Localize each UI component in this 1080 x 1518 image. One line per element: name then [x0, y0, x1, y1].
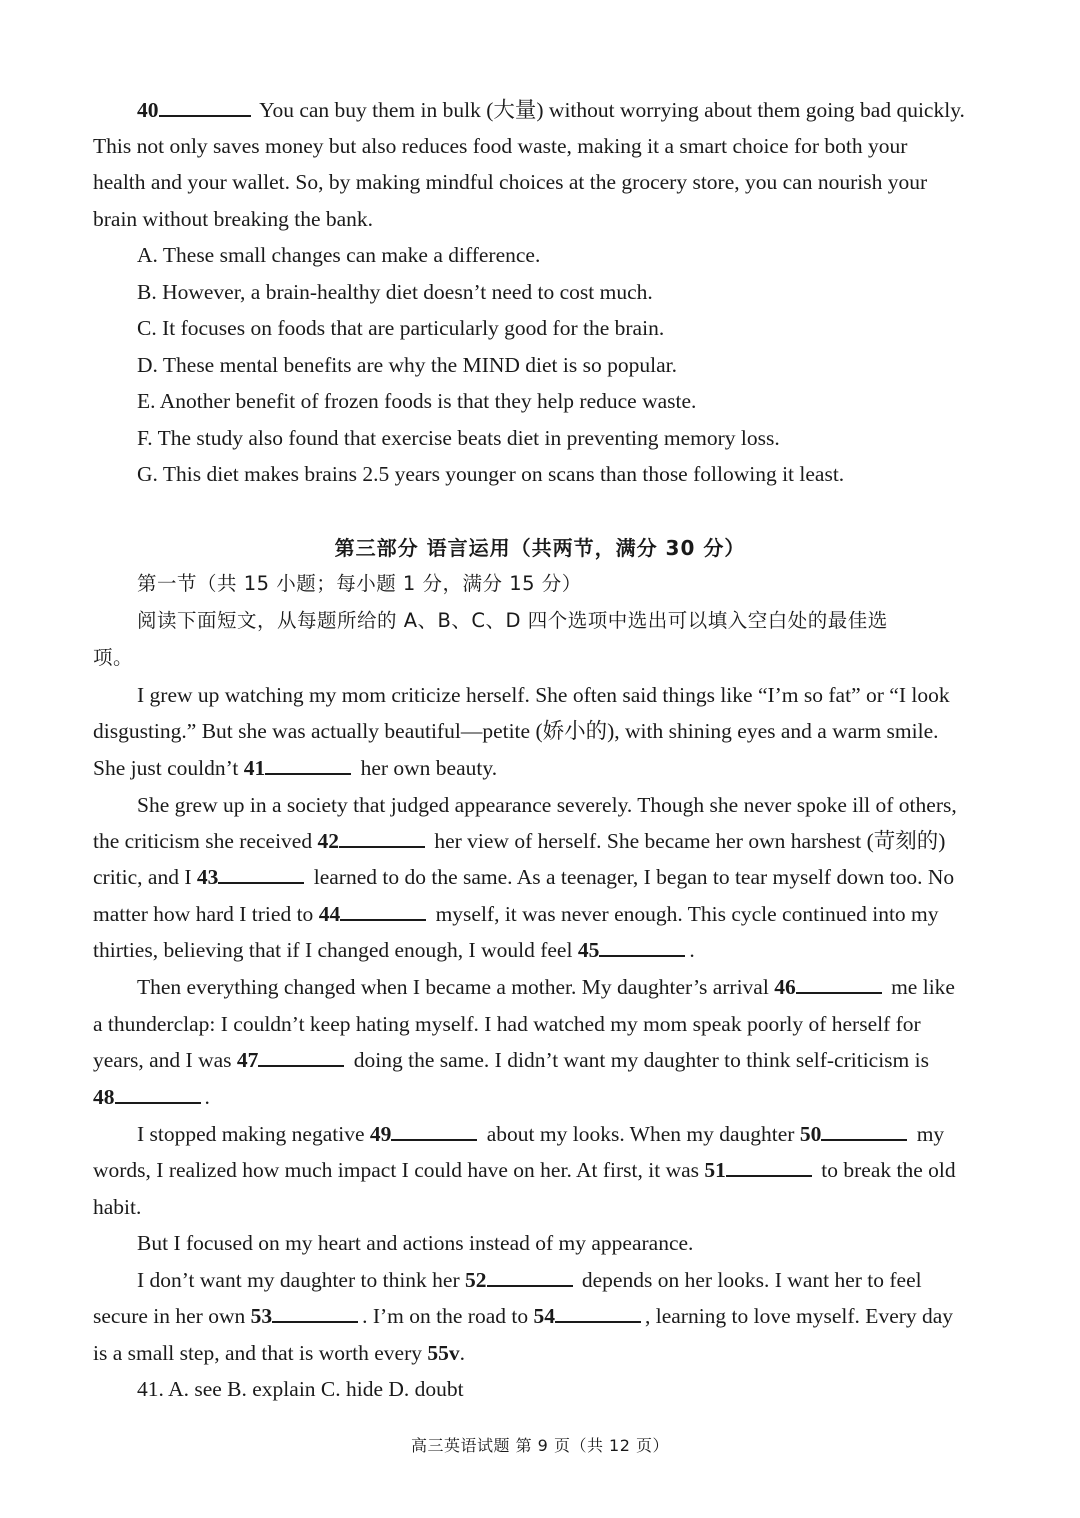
paragraph-line: [93, 862, 973, 892]
answer-blank: [555, 1301, 641, 1323]
question-number: 43: [196, 865, 219, 889]
text-span: .: [459, 1341, 465, 1365]
paragraph-line: [93, 826, 973, 856]
text-span: doing the same. I didn’t want my daughter to think self-criticism is: [353, 1048, 929, 1072]
answer-blank: [340, 899, 426, 921]
paragraph-line: disgusting.” But she was actually beautiful—petite (娇小的), with shining eyes and a warm smile.: [93, 719, 939, 743]
question-number: 52: [465, 1268, 487, 1292]
paragraph-line: habit.: [93, 1195, 142, 1219]
question-number: 47: [236, 1048, 259, 1072]
answer-blank: [796, 972, 882, 994]
text-span: learned to do the same. As a teenager, I began to tear myself down too. No: [313, 865, 955, 889]
paragraph-line: [137, 1265, 1017, 1295]
option-c: C. It focuses on foods that are particularly good for the brain.: [137, 316, 665, 340]
paragraph-line: health and your wallet. So, by making mindful choices at the grocery store, you can nourish your: [93, 170, 928, 194]
answer-blank: [726, 1155, 812, 1177]
text-span: critic, and I: [93, 865, 192, 889]
text-span: . I’m on the road to: [362, 1304, 529, 1328]
text-span: her view of herself. She became her own harshest (苛刻的): [434, 829, 946, 853]
paragraph-line: [93, 1338, 973, 1368]
answer-blank: [391, 1119, 477, 1141]
text-span: my: [916, 1122, 945, 1146]
question-number: 45: [577, 938, 600, 962]
option-e: E. Another benefit of frozen foods is that they help reduce waste.: [137, 389, 697, 413]
paragraph-line: She grew up in a society that judged appearance severely. Though she never spoke ill of others,: [137, 793, 957, 817]
text-span: .: [204, 1085, 210, 1109]
text-span: her own beauty.: [360, 756, 498, 780]
answer-blank: [599, 935, 685, 957]
text-span: I don’t want my daughter to think her: [137, 1268, 460, 1292]
paragraph-line: [137, 972, 1017, 1002]
text-span: secure in her own: [93, 1304, 246, 1328]
question-number: 53: [250, 1304, 273, 1328]
text-span: depends on her looks. I want her to feel: [581, 1268, 922, 1292]
paragraph-line: I grew up watching my mom criticize herself. She often said things like “I’m so fat” or “I look: [137, 683, 950, 707]
answer-blank: [487, 1265, 573, 1287]
option-b: B. However, a brain-healthy diet doesn’t need to cost much.: [137, 280, 653, 304]
question-number: 54: [533, 1304, 555, 1328]
answer-blank: [258, 1045, 344, 1067]
text-span: the criticism she received: [93, 829, 313, 853]
paragraph-line: [93, 1301, 973, 1331]
question-number: 44: [318, 902, 341, 926]
page-footer: 高三英语试题 第 9 页（共 12 页）: [411, 1436, 669, 1455]
text-span: about my looks. When my daughter: [486, 1122, 795, 1146]
paragraph-line: [93, 753, 973, 783]
question-number: 42: [317, 829, 339, 853]
answer-blank: [272, 1301, 358, 1323]
text-span: years, and I was: [93, 1048, 232, 1072]
paragraph-line: [93, 1082, 973, 1112]
question-number: 51: [704, 1158, 726, 1182]
paragraph-line: [137, 1119, 1017, 1149]
instruction-line: 阅读下面短文，从每题所给的 A、B、C、D 四个选项中选出可以填入空白处的最佳选: [137, 609, 888, 632]
text-span: , learning to love myself. Every day: [644, 1304, 954, 1328]
question-number: 41: [243, 756, 266, 780]
option-d: D. These mental benefits are why the MIND diet is so popular.: [137, 353, 677, 377]
question-number: 48: [93, 1085, 115, 1109]
paragraph-line: [93, 899, 973, 929]
question-number: 49: [369, 1122, 392, 1146]
text-span: to break the old: [821, 1158, 956, 1182]
text-span: .: [689, 938, 695, 962]
text-span: me like: [891, 975, 955, 999]
section-subtitle: 第一节（共 15 小题；每小题 1 分，满分 15 分）: [137, 572, 582, 595]
question-41-options: 41. A. see B. explain C. hide D. doubt: [137, 1377, 464, 1401]
paragraph-line: [93, 935, 973, 965]
paragraph-line: But I focused on my heart and actions instead of my appearance.: [137, 1231, 694, 1255]
answer-blank: [265, 753, 351, 775]
text-span: myself, it was never enough. This cycle continued into my: [435, 902, 939, 926]
text-span: matter how hard I tried to: [93, 902, 314, 926]
answer-blank: [821, 1119, 907, 1141]
text-span: Then everything changed when I became a mother. My daughter’s arrival: [137, 975, 769, 999]
question-number: 50: [799, 1122, 822, 1146]
option-g: G. This diet makes brains 2.5 years younger on scans than those following it least.: [137, 462, 845, 486]
question-number: 40: [137, 98, 159, 122]
section-title: 第三部分 语言运用（共两节，满分 30 分）: [334, 536, 746, 560]
question-number: 46: [774, 975, 796, 999]
option-a: A. These small changes can make a difference.: [137, 243, 541, 267]
paragraph-text: You can buy them in bulk (大量) without worrying about them going bad quickly.: [259, 98, 965, 122]
answer-blank: [339, 826, 425, 848]
paragraph-line: a thunderclap: I couldn’t keep hating myself. I had watched my mom speak poorly of herself for: [93, 1012, 921, 1036]
text-span: is a small step, and that is worth every: [93, 1341, 422, 1365]
text-span: thirties, believing that if I changed enough, I would feel: [93, 938, 573, 962]
instruction-line: 项。: [93, 646, 134, 669]
text-span: She just couldn’t: [93, 756, 239, 780]
paragraph-line: [93, 1045, 973, 1075]
answer-blank: [115, 1082, 201, 1104]
text-span: I stopped making negative: [137, 1122, 365, 1146]
answer-blank: [159, 95, 251, 117]
paragraph-line: [93, 1155, 973, 1185]
paragraph-line: brain without breaking the bank.: [93, 207, 374, 231]
paragraph-q40-line1: [137, 95, 973, 125]
paragraph-line: This not only saves money but also reduces food waste, making it a smart choice for both your: [93, 134, 908, 158]
option-f: F. The study also found that exercise beats diet in preventing memory loss.: [137, 426, 780, 450]
answer-blank: [218, 862, 304, 884]
text-span: words, I realized how much impact I could have on her. At first, it was: [93, 1158, 700, 1182]
question-number: 55v: [427, 1341, 460, 1365]
